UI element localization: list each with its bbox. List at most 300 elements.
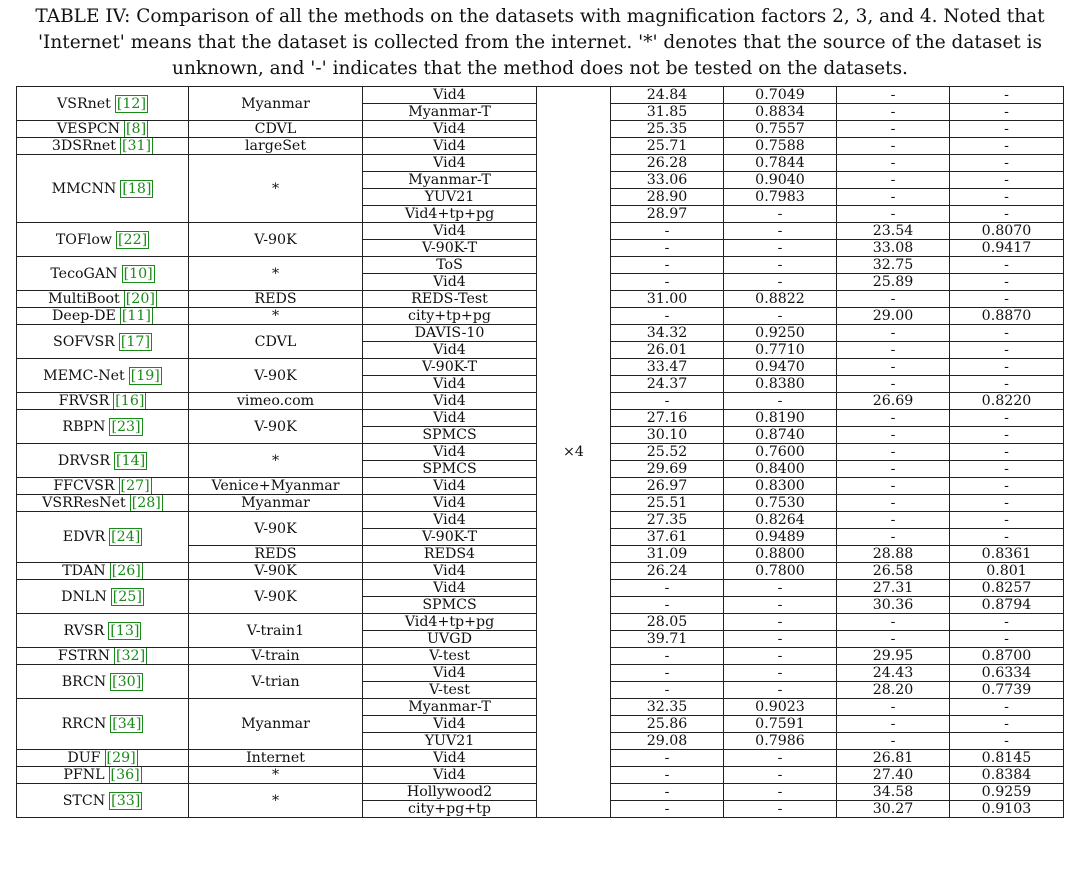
- method-cell: [17, 393, 189, 410]
- psnr-y-cell: 30.10: [611, 427, 724, 444]
- ssim-rgb-cell: -: [950, 342, 1064, 359]
- method-name: SOFVSR: [53, 333, 115, 350]
- method-name: PFNL: [63, 767, 105, 783]
- method-name: STCN: [62, 792, 106, 809]
- method-name: Deep-DE: [52, 308, 116, 324]
- citation-link[interactable]: [12]: [116, 95, 146, 112]
- ssim-rgb-cell: -: [950, 410, 1064, 427]
- test-set-cell: YUV21: [363, 189, 537, 206]
- method-cell: [17, 87, 189, 121]
- test-set-cell: Vid4: [363, 444, 537, 461]
- ssim-y-cell: -: [724, 274, 837, 291]
- test-set-cell: city+tp+pg: [363, 308, 537, 325]
- psnr-rgb-cell: -: [837, 325, 950, 342]
- test-set-cell: Vid4+tp+pg: [363, 614, 537, 631]
- table-caption: TABLE IV: Comparison of all the methods on the datasets with magnification factors 2, 3, and 4. Noted that 'Internet' means that the dataset is collected from the internet. '*' denotes that the source of the dataset is unknown, and '-' indicates that the method does not be tested on the datasets.: [35, 6, 1045, 79]
- ssim-rgb-cell: -: [950, 716, 1064, 733]
- psnr-y-cell: 37.61: [611, 529, 724, 546]
- ssim-y-cell: 0.7591: [724, 716, 837, 733]
- psnr-rgb-cell: -: [837, 87, 950, 104]
- ssim-y-cell: 0.8834: [724, 104, 837, 121]
- psnr-y-cell: 25.35: [611, 121, 724, 138]
- psnr-y-cell: -: [611, 784, 724, 801]
- ssim-rgb-cell: 0.8700: [950, 648, 1064, 665]
- ssim-rgb-cell: -: [950, 325, 1064, 342]
- psnr-rgb-cell: -: [837, 172, 950, 189]
- ssim-y-cell: 0.7710: [724, 342, 837, 359]
- method-name: FSTRN: [57, 648, 110, 664]
- psnr-rgb-cell: 27.31: [837, 580, 950, 597]
- citation-link[interactable]: [13]: [110, 622, 140, 639]
- train-set-cell: V-90K: [189, 512, 363, 546]
- citation-link[interactable]: [26]: [111, 563, 141, 579]
- citation-link[interactable]: [23]: [111, 418, 141, 435]
- scale-cell: ×4: [537, 87, 611, 818]
- psnr-rgb-cell: -: [837, 155, 950, 172]
- ssim-y-cell: 0.8800: [724, 546, 837, 563]
- method-cell: [17, 444, 189, 478]
- test-set-cell: V-90K-T: [363, 240, 537, 257]
- ssim-y-cell: -: [724, 614, 837, 631]
- psnr-rgb-cell: 26.81: [837, 750, 950, 767]
- ssim-rgb-cell: -: [950, 121, 1064, 138]
- test-set-cell: V-90K-T: [363, 359, 537, 376]
- train-set-cell: V-90K: [189, 223, 363, 257]
- psnr-y-cell: 26.24: [611, 563, 724, 580]
- method-name: RVSR: [63, 622, 105, 639]
- citation-link[interactable]: [18]: [122, 180, 152, 197]
- ssim-y-cell: -: [724, 665, 837, 682]
- method-name: RBPN: [62, 418, 106, 435]
- psnr-y-cell: 39.71: [611, 631, 724, 648]
- citation-link[interactable]: [10]: [123, 265, 153, 282]
- ssim-rgb-cell: 0.8070: [950, 223, 1064, 240]
- method-cell: [17, 291, 189, 308]
- method-cell: [17, 138, 189, 155]
- psnr-y-cell: 33.47: [611, 359, 724, 376]
- psnr-rgb-cell: -: [837, 699, 950, 716]
- psnr-rgb-cell: 33.08: [837, 240, 950, 257]
- test-set-cell: SPMCS: [363, 427, 537, 444]
- psnr-rgb-cell: -: [837, 716, 950, 733]
- ssim-y-cell: 0.7557: [724, 121, 837, 138]
- method-name: EDVR: [62, 529, 106, 545]
- method-name: TecoGAN: [50, 265, 118, 282]
- citation-link[interactable]: [8]: [126, 121, 147, 137]
- ssim-rgb-cell: -: [950, 733, 1064, 750]
- psnr-rgb-cell: -: [837, 291, 950, 308]
- ssim-y-cell: 0.9470: [724, 359, 837, 376]
- citation-link[interactable]: [11]: [121, 308, 151, 324]
- test-set-cell: Vid4: [363, 121, 537, 138]
- psnr-y-cell: 25.71: [611, 138, 724, 155]
- train-set-cell: CDVL: [189, 121, 363, 138]
- ssim-y-cell: 0.8190: [724, 410, 837, 427]
- ssim-y-cell: -: [724, 631, 837, 648]
- ssim-rgb-cell: 0.9417: [950, 240, 1064, 257]
- ssim-rgb-cell: -: [950, 104, 1064, 121]
- test-set-cell: Vid4: [363, 87, 537, 104]
- citation-link[interactable]: [22]: [118, 231, 148, 248]
- psnr-rgb-cell: -: [837, 189, 950, 206]
- ssim-y-cell: 0.9040: [724, 172, 837, 189]
- method-name: BRCN: [61, 673, 107, 690]
- ssim-y-cell: -: [724, 240, 837, 257]
- psnr-y-cell: -: [611, 750, 724, 767]
- train-set-cell: Internet: [189, 750, 363, 767]
- test-set-cell: V-test: [363, 682, 537, 699]
- ssim-rgb-cell: -: [950, 427, 1064, 444]
- train-set-cell: V-90K: [189, 359, 363, 393]
- psnr-y-cell: 31.85: [611, 104, 724, 121]
- method-cell: [17, 648, 189, 665]
- ssim-y-cell: 0.7983: [724, 189, 837, 206]
- train-set-cell: vimeo.com: [189, 393, 363, 410]
- ssim-y-cell: 0.8740: [724, 427, 837, 444]
- ssim-rgb-cell: -: [950, 376, 1064, 393]
- ssim-rgb-cell: -: [950, 699, 1064, 716]
- psnr-rgb-cell: -: [837, 495, 950, 512]
- train-set-cell: *: [189, 767, 363, 784]
- test-set-cell: Vid4: [363, 716, 537, 733]
- method-cell: [17, 580, 189, 614]
- psnr-y-cell: 26.97: [611, 478, 724, 495]
- citation-link[interactable]: [25]: [112, 588, 142, 605]
- ssim-y-cell: 0.8264: [724, 512, 837, 529]
- method-cell: [17, 767, 189, 784]
- citation-link[interactable]: [17]: [120, 333, 150, 350]
- test-set-cell: Vid4: [363, 376, 537, 393]
- psnr-rgb-cell: 26.58: [837, 563, 950, 580]
- ssim-y-cell: -: [724, 648, 837, 665]
- psnr-y-cell: 24.37: [611, 376, 724, 393]
- psnr-rgb-cell: 28.20: [837, 682, 950, 699]
- method-cell: [17, 410, 189, 444]
- train-set-cell: V-90K: [189, 563, 363, 580]
- psnr-y-cell: -: [611, 393, 724, 410]
- psnr-y-cell: -: [611, 308, 724, 325]
- ssim-rgb-cell: 0.8870: [950, 308, 1064, 325]
- train-set-cell: Venice+Myanmar: [189, 478, 363, 495]
- psnr-y-cell: -: [611, 223, 724, 240]
- ssim-rgb-cell: 0.8384: [950, 767, 1064, 784]
- test-set-cell: Vid4: [363, 767, 537, 784]
- citation-link[interactable]: [20]: [125, 291, 155, 307]
- test-set-cell: Vid4: [363, 410, 537, 427]
- ssim-rgb-cell: -: [950, 189, 1064, 206]
- psnr-y-cell: -: [611, 597, 724, 614]
- ssim-rgb-cell: -: [950, 512, 1064, 529]
- ssim-rgb-cell: 0.9259: [950, 784, 1064, 801]
- psnr-y-cell: 25.86: [611, 716, 724, 733]
- test-set-cell: Vid4: [363, 478, 537, 495]
- method-cell: [17, 784, 189, 818]
- psnr-rgb-cell: -: [837, 359, 950, 376]
- ssim-rgb-cell: 0.9103: [950, 801, 1064, 818]
- psnr-rgb-cell: 27.40: [837, 767, 950, 784]
- psnr-y-cell: 28.90: [611, 189, 724, 206]
- ssim-y-cell: 0.8300: [724, 478, 837, 495]
- psnr-rgb-cell: 26.69: [837, 393, 950, 410]
- test-set-cell: Myanmar-T: [363, 699, 537, 716]
- train-set-cell: V-90K: [189, 580, 363, 614]
- ssim-rgb-cell: 0.8145: [950, 750, 1064, 767]
- ssim-rgb-cell: 0.6334: [950, 665, 1064, 682]
- psnr-rgb-cell: 32.75: [837, 257, 950, 274]
- psnr-y-cell: 31.00: [611, 291, 724, 308]
- table-row: [17, 87, 1064, 104]
- psnr-y-cell: 27.16: [611, 410, 724, 427]
- method-name: TDAN: [62, 563, 106, 579]
- ssim-y-cell: 0.7588: [724, 138, 837, 155]
- psnr-y-cell: -: [611, 257, 724, 274]
- ssim-y-cell: 0.8822: [724, 291, 837, 308]
- psnr-y-cell: -: [611, 767, 724, 784]
- method-cell: [17, 359, 189, 393]
- citation-link[interactable]: [14]: [116, 452, 146, 469]
- psnr-y-cell: -: [611, 801, 724, 818]
- method-name: RRCN: [61, 716, 107, 732]
- citation-link[interactable]: [19]: [130, 367, 160, 384]
- test-set-cell: Vid4: [363, 155, 537, 172]
- psnr-y-cell: -: [611, 274, 724, 291]
- psnr-y-cell: 28.97: [611, 206, 724, 223]
- ssim-y-cell: 0.7986: [724, 733, 837, 750]
- ssim-y-cell: 0.9489: [724, 529, 837, 546]
- test-set-cell: Vid4: [363, 563, 537, 580]
- test-set-cell: Vid4: [363, 274, 537, 291]
- test-set-cell: V-90K-T: [363, 529, 537, 546]
- method-cell: [17, 563, 189, 580]
- table-body: [17, 87, 1064, 818]
- ssim-y-cell: -: [724, 784, 837, 801]
- method-cell: [17, 750, 189, 767]
- train-set-cell: *: [189, 155, 363, 223]
- citation-link[interactable]: [16]: [115, 393, 145, 409]
- psnr-y-cell: 32.35: [611, 699, 724, 716]
- ssim-y-cell: -: [724, 308, 837, 325]
- method-name: MultiBoot: [48, 291, 120, 307]
- ssim-rgb-cell: -: [950, 478, 1064, 495]
- train-set-cell: *: [189, 444, 363, 478]
- test-set-cell: ToS: [363, 257, 537, 274]
- method-cell: [17, 325, 189, 359]
- ssim-rgb-cell: -: [950, 444, 1064, 461]
- ssim-y-cell: -: [724, 223, 837, 240]
- test-set-cell: REDS4: [363, 546, 537, 563]
- psnr-y-cell: 27.35: [611, 512, 724, 529]
- method-cell: [17, 614, 189, 648]
- citation-link[interactable]: [31]: [121, 138, 152, 154]
- ssim-rgb-cell: -: [950, 631, 1064, 648]
- train-set-cell: REDS: [189, 291, 363, 308]
- ssim-rgb-cell: -: [950, 274, 1064, 291]
- psnr-y-cell: -: [611, 580, 724, 597]
- method-cell: [17, 223, 189, 257]
- ssim-y-cell: -: [724, 682, 837, 699]
- ssim-rgb-cell: 0.8361: [950, 546, 1064, 563]
- method-cell: [17, 155, 189, 223]
- train-set-cell: Myanmar: [189, 87, 363, 121]
- method-cell: [17, 512, 189, 563]
- test-set-cell: Vid4: [363, 750, 537, 767]
- ssim-y-cell: -: [724, 257, 837, 274]
- ssim-y-cell: -: [724, 767, 837, 784]
- test-set-cell: V-test: [363, 648, 537, 665]
- psnr-y-cell: 25.52: [611, 444, 724, 461]
- test-set-cell: Hollywood2: [363, 784, 537, 801]
- test-set-cell: Vid4: [363, 342, 537, 359]
- citation-link[interactable]: [24]: [111, 529, 141, 545]
- method-cell: [17, 121, 189, 138]
- test-set-cell: UVGD: [363, 631, 537, 648]
- citation-link[interactable]: [34]: [112, 716, 142, 732]
- ssim-rgb-cell: -: [950, 529, 1064, 546]
- test-set-cell: REDS-Test: [363, 291, 537, 308]
- test-set-cell: Vid4: [363, 512, 537, 529]
- ssim-rgb-cell: -: [950, 138, 1064, 155]
- train-set-cell: Myanmar: [189, 699, 363, 750]
- train-set-cell: largeSet: [189, 138, 363, 155]
- psnr-y-cell: 26.28: [611, 155, 724, 172]
- test-set-cell: YUV21: [363, 733, 537, 750]
- method-cell: [17, 257, 189, 291]
- psnr-rgb-cell: -: [837, 529, 950, 546]
- method-name: MMCNN: [51, 180, 117, 197]
- test-set-cell: Vid4: [363, 665, 537, 682]
- ssim-y-cell: 0.7844: [724, 155, 837, 172]
- psnr-rgb-cell: -: [837, 631, 950, 648]
- train-set-cell: *: [189, 784, 363, 818]
- citation-link[interactable]: [32]: [116, 648, 146, 664]
- ssim-y-cell: -: [724, 750, 837, 767]
- ssim-rgb-cell: -: [950, 614, 1064, 631]
- method-name: VSRnet: [56, 95, 111, 112]
- psnr-rgb-cell: -: [837, 410, 950, 427]
- test-set-cell: Vid4: [363, 393, 537, 410]
- ssim-y-cell: -: [724, 597, 837, 614]
- test-set-cell: Vid4: [363, 580, 537, 597]
- citation-link[interactable]: [30]: [112, 673, 142, 690]
- method-name: FFCVSR: [53, 478, 115, 494]
- ssim-y-cell: -: [724, 206, 837, 223]
- citation-link[interactable]: [27]: [120, 478, 150, 494]
- psnr-y-cell: 25.51: [611, 495, 724, 512]
- method-name: DRVSR: [57, 452, 111, 469]
- ssim-rgb-cell: -: [950, 359, 1064, 376]
- ssim-y-cell: -: [724, 801, 837, 818]
- ssim-y-cell: 0.7800: [724, 563, 837, 580]
- ssim-y-cell: -: [724, 580, 837, 597]
- test-set-cell: Myanmar-T: [363, 172, 537, 189]
- psnr-rgb-cell: -: [837, 138, 950, 155]
- train-set-cell: *: [189, 257, 363, 291]
- citation-link[interactable]: [28]: [131, 495, 161, 511]
- psnr-rgb-cell: -: [837, 342, 950, 359]
- test-set-cell: city+pg+tp: [363, 801, 537, 818]
- train-set-cell: V-train1: [189, 614, 363, 648]
- psnr-rgb-cell: -: [837, 104, 950, 121]
- psnr-rgb-cell: 30.27: [837, 801, 950, 818]
- psnr-y-cell: 28.05: [611, 614, 724, 631]
- psnr-rgb-cell: 23.54: [837, 223, 950, 240]
- train-set-cell: V-trian: [189, 665, 363, 699]
- method-name: DUF: [67, 750, 101, 766]
- psnr-rgb-cell: 24.43: [837, 665, 950, 682]
- psnr-y-cell: -: [611, 682, 724, 699]
- method-name: 3DSRnet: [51, 138, 116, 154]
- psnr-y-cell: -: [611, 648, 724, 665]
- train-set-cell: CDVL: [189, 325, 363, 359]
- ssim-rgb-cell: -: [950, 495, 1064, 512]
- method-name: FRVSR: [58, 393, 110, 409]
- psnr-rgb-cell: -: [837, 461, 950, 478]
- comparison-table: [16, 86, 1064, 818]
- ssim-rgb-cell: -: [950, 291, 1064, 308]
- psnr-rgb-cell: -: [837, 614, 950, 631]
- psnr-rgb-cell: -: [837, 733, 950, 750]
- test-set-cell: SPMCS: [363, 461, 537, 478]
- method-name: MEMC-Net: [43, 367, 125, 384]
- test-set-cell: Vid4: [363, 138, 537, 155]
- psnr-y-cell: 29.08: [611, 733, 724, 750]
- ssim-rgb-cell: 0.8220: [950, 393, 1064, 410]
- ssim-rgb-cell: -: [950, 155, 1064, 172]
- ssim-rgb-cell: -: [950, 206, 1064, 223]
- psnr-rgb-cell: 30.36: [837, 597, 950, 614]
- test-set-cell: Vid4: [363, 223, 537, 240]
- citation-link[interactable]: [36]: [110, 767, 140, 783]
- ssim-y-cell: 0.7600: [724, 444, 837, 461]
- ssim-y-cell: 0.8400: [724, 461, 837, 478]
- ssim-rgb-cell: 0.801: [950, 563, 1064, 580]
- method-cell: [17, 308, 189, 325]
- method-cell: [17, 665, 189, 699]
- psnr-rgb-cell: 28.88: [837, 546, 950, 563]
- train-set-cell: V-90K: [189, 410, 363, 444]
- ssim-rgb-cell: 0.8257: [950, 580, 1064, 597]
- method-cell: [17, 699, 189, 750]
- ssim-y-cell: -: [724, 393, 837, 410]
- psnr-y-cell: 34.32: [611, 325, 724, 342]
- method-cell: [17, 495, 189, 512]
- test-set-cell: Myanmar-T: [363, 104, 537, 121]
- train-set-cell: Myanmar: [189, 495, 363, 512]
- psnr-y-cell: 26.01: [611, 342, 724, 359]
- psnr-y-cell: 29.69: [611, 461, 724, 478]
- test-set-cell: Vid4: [363, 495, 537, 512]
- ssim-rgb-cell: -: [950, 172, 1064, 189]
- psnr-rgb-cell: -: [837, 478, 950, 495]
- method-name: TOFlow: [55, 231, 113, 248]
- train-set-cell: V-train: [189, 648, 363, 665]
- ssim-y-cell: 0.9250: [724, 325, 837, 342]
- psnr-y-cell: -: [611, 665, 724, 682]
- train-set-cell: REDS: [189, 546, 363, 563]
- test-set-cell: Vid4+tp+pg: [363, 206, 537, 223]
- psnr-rgb-cell: 29.95: [837, 648, 950, 665]
- ssim-rgb-cell: -: [950, 87, 1064, 104]
- method-name: VESPCN: [56, 121, 121, 137]
- psnr-rgb-cell: -: [837, 512, 950, 529]
- psnr-rgb-cell: -: [837, 121, 950, 138]
- citation-link[interactable]: [29]: [106, 750, 136, 766]
- ssim-rgb-cell: 0.8794: [950, 597, 1064, 614]
- ssim-rgb-cell: -: [950, 257, 1064, 274]
- psnr-rgb-cell: -: [837, 376, 950, 393]
- psnr-rgb-cell: 29.00: [837, 308, 950, 325]
- citation-link[interactable]: [33]: [111, 792, 141, 809]
